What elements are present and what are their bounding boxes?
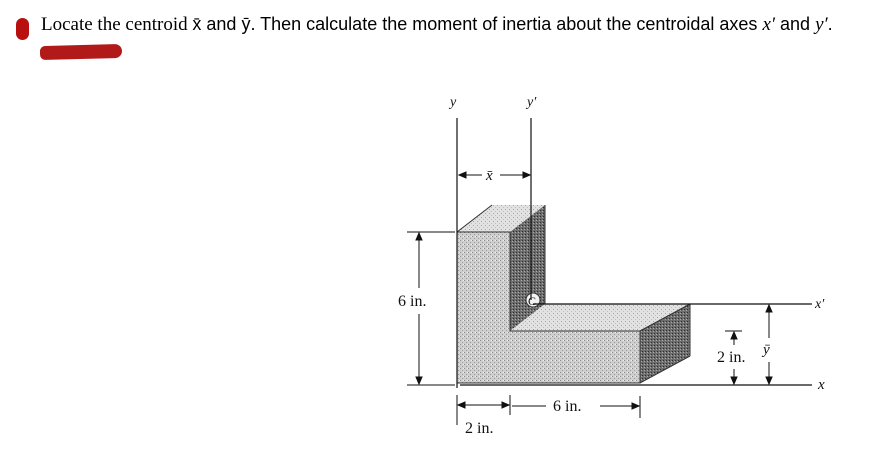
question-part-3: .: [827, 14, 833, 34]
y-prime-axis-label: y′: [527, 95, 537, 110]
x-bar-symbol: x̄: [192, 14, 202, 34]
x-bar-dimension-label: x̄: [486, 168, 493, 184]
question-part-2: . Then calculate the moment of inertia about the centroidal axes: [250, 14, 763, 34]
y-axis-label: y: [450, 95, 457, 110]
y-bar-symbol: ȳ: [241, 14, 251, 34]
x-bar-dimension: [459, 172, 530, 178]
centroid-label: C: [528, 294, 537, 308]
width-dimension-label: 6 in.: [553, 398, 582, 415]
x-prime-axis-label: x′: [815, 297, 825, 312]
horizontal-leg-thickness-label: 2 in.: [717, 349, 746, 366]
horizontal-leg-front-face: [510, 331, 640, 383]
question-and-2: and: [775, 14, 816, 34]
block-shape: [457, 205, 690, 383]
y-prime-symbol: y′: [815, 14, 828, 35]
vertical-leg-thickness-label: 2 in.: [465, 420, 494, 437]
question-and-1: and: [201, 14, 242, 34]
height-dimension-label: 6 in.: [398, 293, 427, 310]
x-axis-label: x: [818, 377, 825, 393]
x-prime-symbol: x′: [762, 14, 776, 35]
vertical-leg-front-face: [457, 232, 510, 383]
y-bar-dimension-label: ȳ: [763, 342, 770, 358]
question-part-1: Locate the centroid: [41, 14, 193, 35]
